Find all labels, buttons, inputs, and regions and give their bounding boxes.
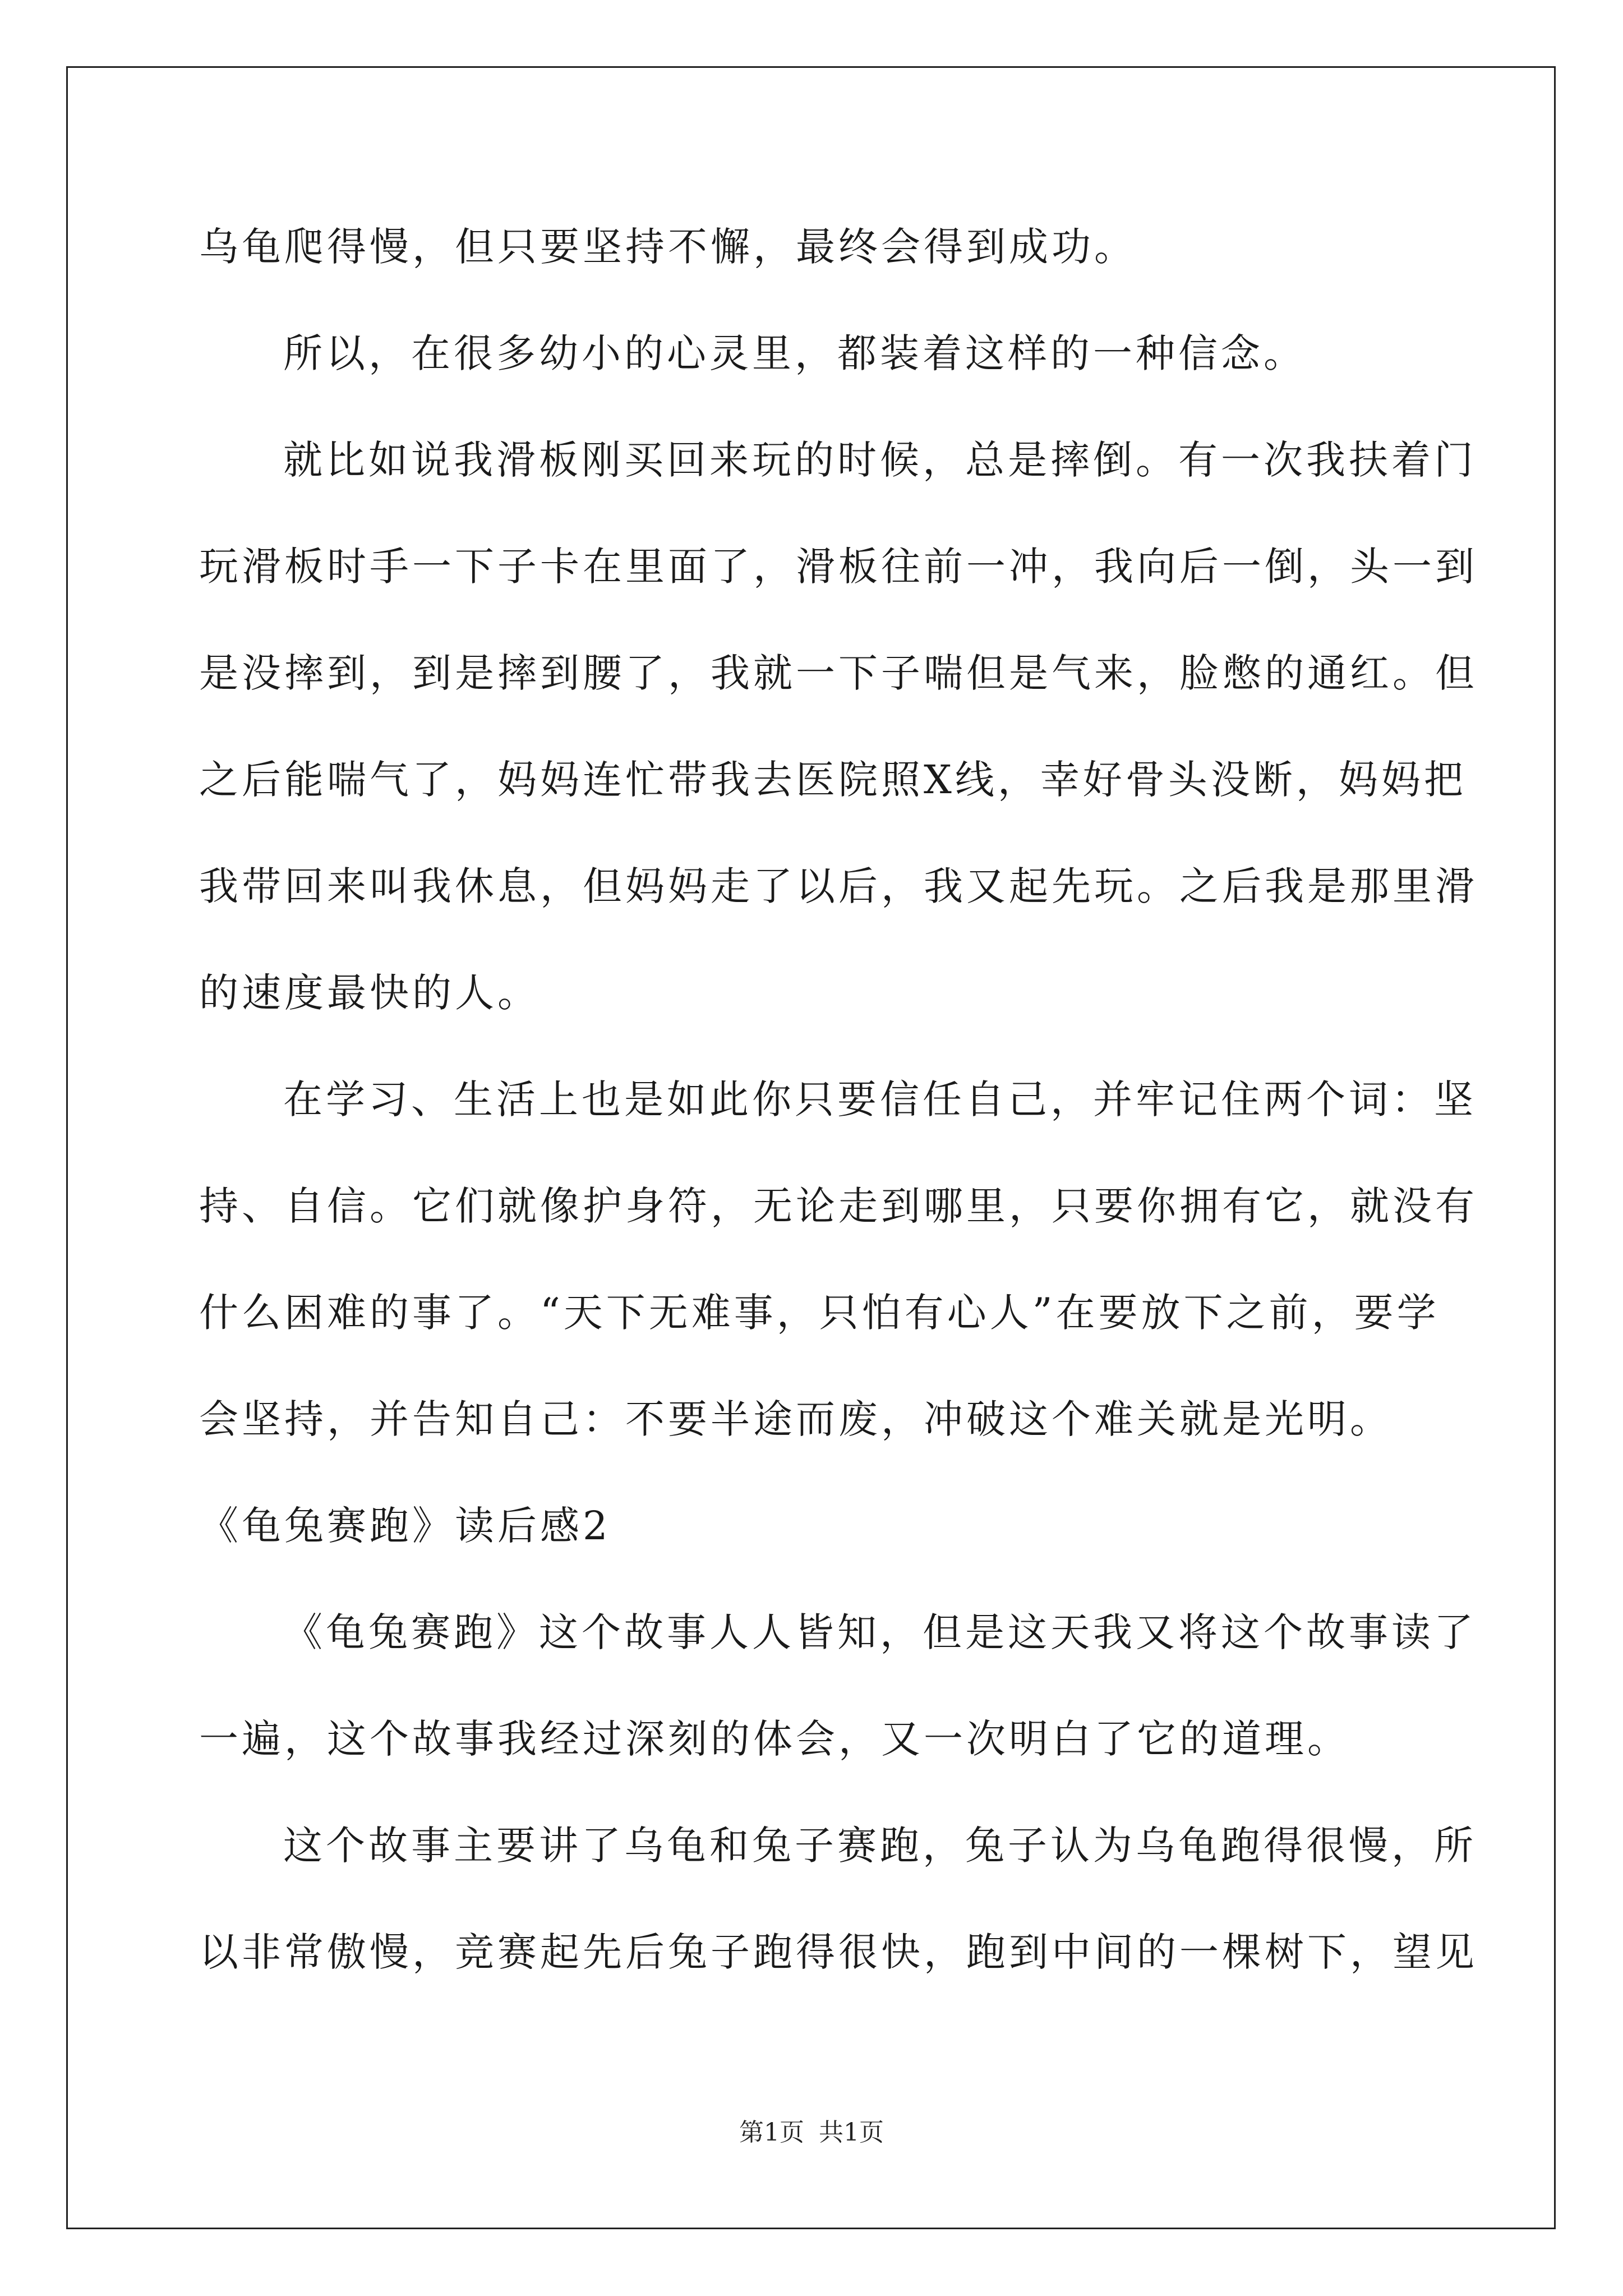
document-body [199, 194, 1478, 2005]
text-line: 以非常傲慢，竞赛起先后兔子跑得很快，跑到中间的一棵树下，望见 [199, 1929, 1478, 1975]
text-line: 在学习、生活上也是如此你只要信任自己，并牢记住两个词：坚 [283, 1076, 1477, 1122]
page-total: 共1页 [819, 2118, 884, 2147]
page-number: 第1页 [739, 2118, 804, 2147]
text-line: 这个故事主要讲了乌龟和兔子赛跑，兔子认为乌龟跑得很慢，所 [283, 1823, 1477, 1869]
page-footer [0, 2112, 1623, 2148]
text-line: 持、自信。它们就像护身符，无论走到哪里，只要你拥有它，就没有 [199, 1183, 1478, 1229]
section-heading: 《龟兔赛跑》读后感2 [199, 1503, 611, 1549]
text-line: 会坚持，并告知自己：不要半途而废，冲破这个难关就是光明。 [199, 1396, 1393, 1442]
text-line: 一遍，这个故事我经过深刻的体会，又一次明白了它的道理。 [199, 1716, 1350, 1762]
text-line: 的速度最快的人。 [199, 970, 540, 1016]
text-line: 之后能喘气了，妈妈连忙带我去医院照X线，幸好骨头没断，妈妈把 [199, 757, 1467, 803]
text-line: 就比如说我滑板刚买回来玩的时候，总是摔倒。有一次我扶着门 [283, 437, 1477, 483]
text-line: 玩滑板时手一下子卡在里面了，滑板往前一冲，我向后一倒，头一到 [199, 544, 1478, 590]
text-line: 我带回来叫我休息，但妈妈走了以后，我又起先玩。之后我是那里滑 [199, 863, 1478, 909]
text-line: 乌龟爬得慢，但只要坚持不懈，最终会得到成功。 [199, 224, 1137, 270]
text-line: 所以，在很多幼小的心灵里，都装着这样的一种信念。 [283, 330, 1306, 376]
text-line: 是没摔到，到是摔到腰了，我就一下子喘但是气来，脸憋的通红。但 [199, 650, 1478, 696]
text-line: 《龟兔赛跑》这个故事人人皆知，但是这天我又将这个故事读了 [283, 1609, 1477, 1655]
text-line: 什么困难的事了。“天下无难事，只怕有心人”在要放下之前，要学 [199, 1290, 1440, 1336]
